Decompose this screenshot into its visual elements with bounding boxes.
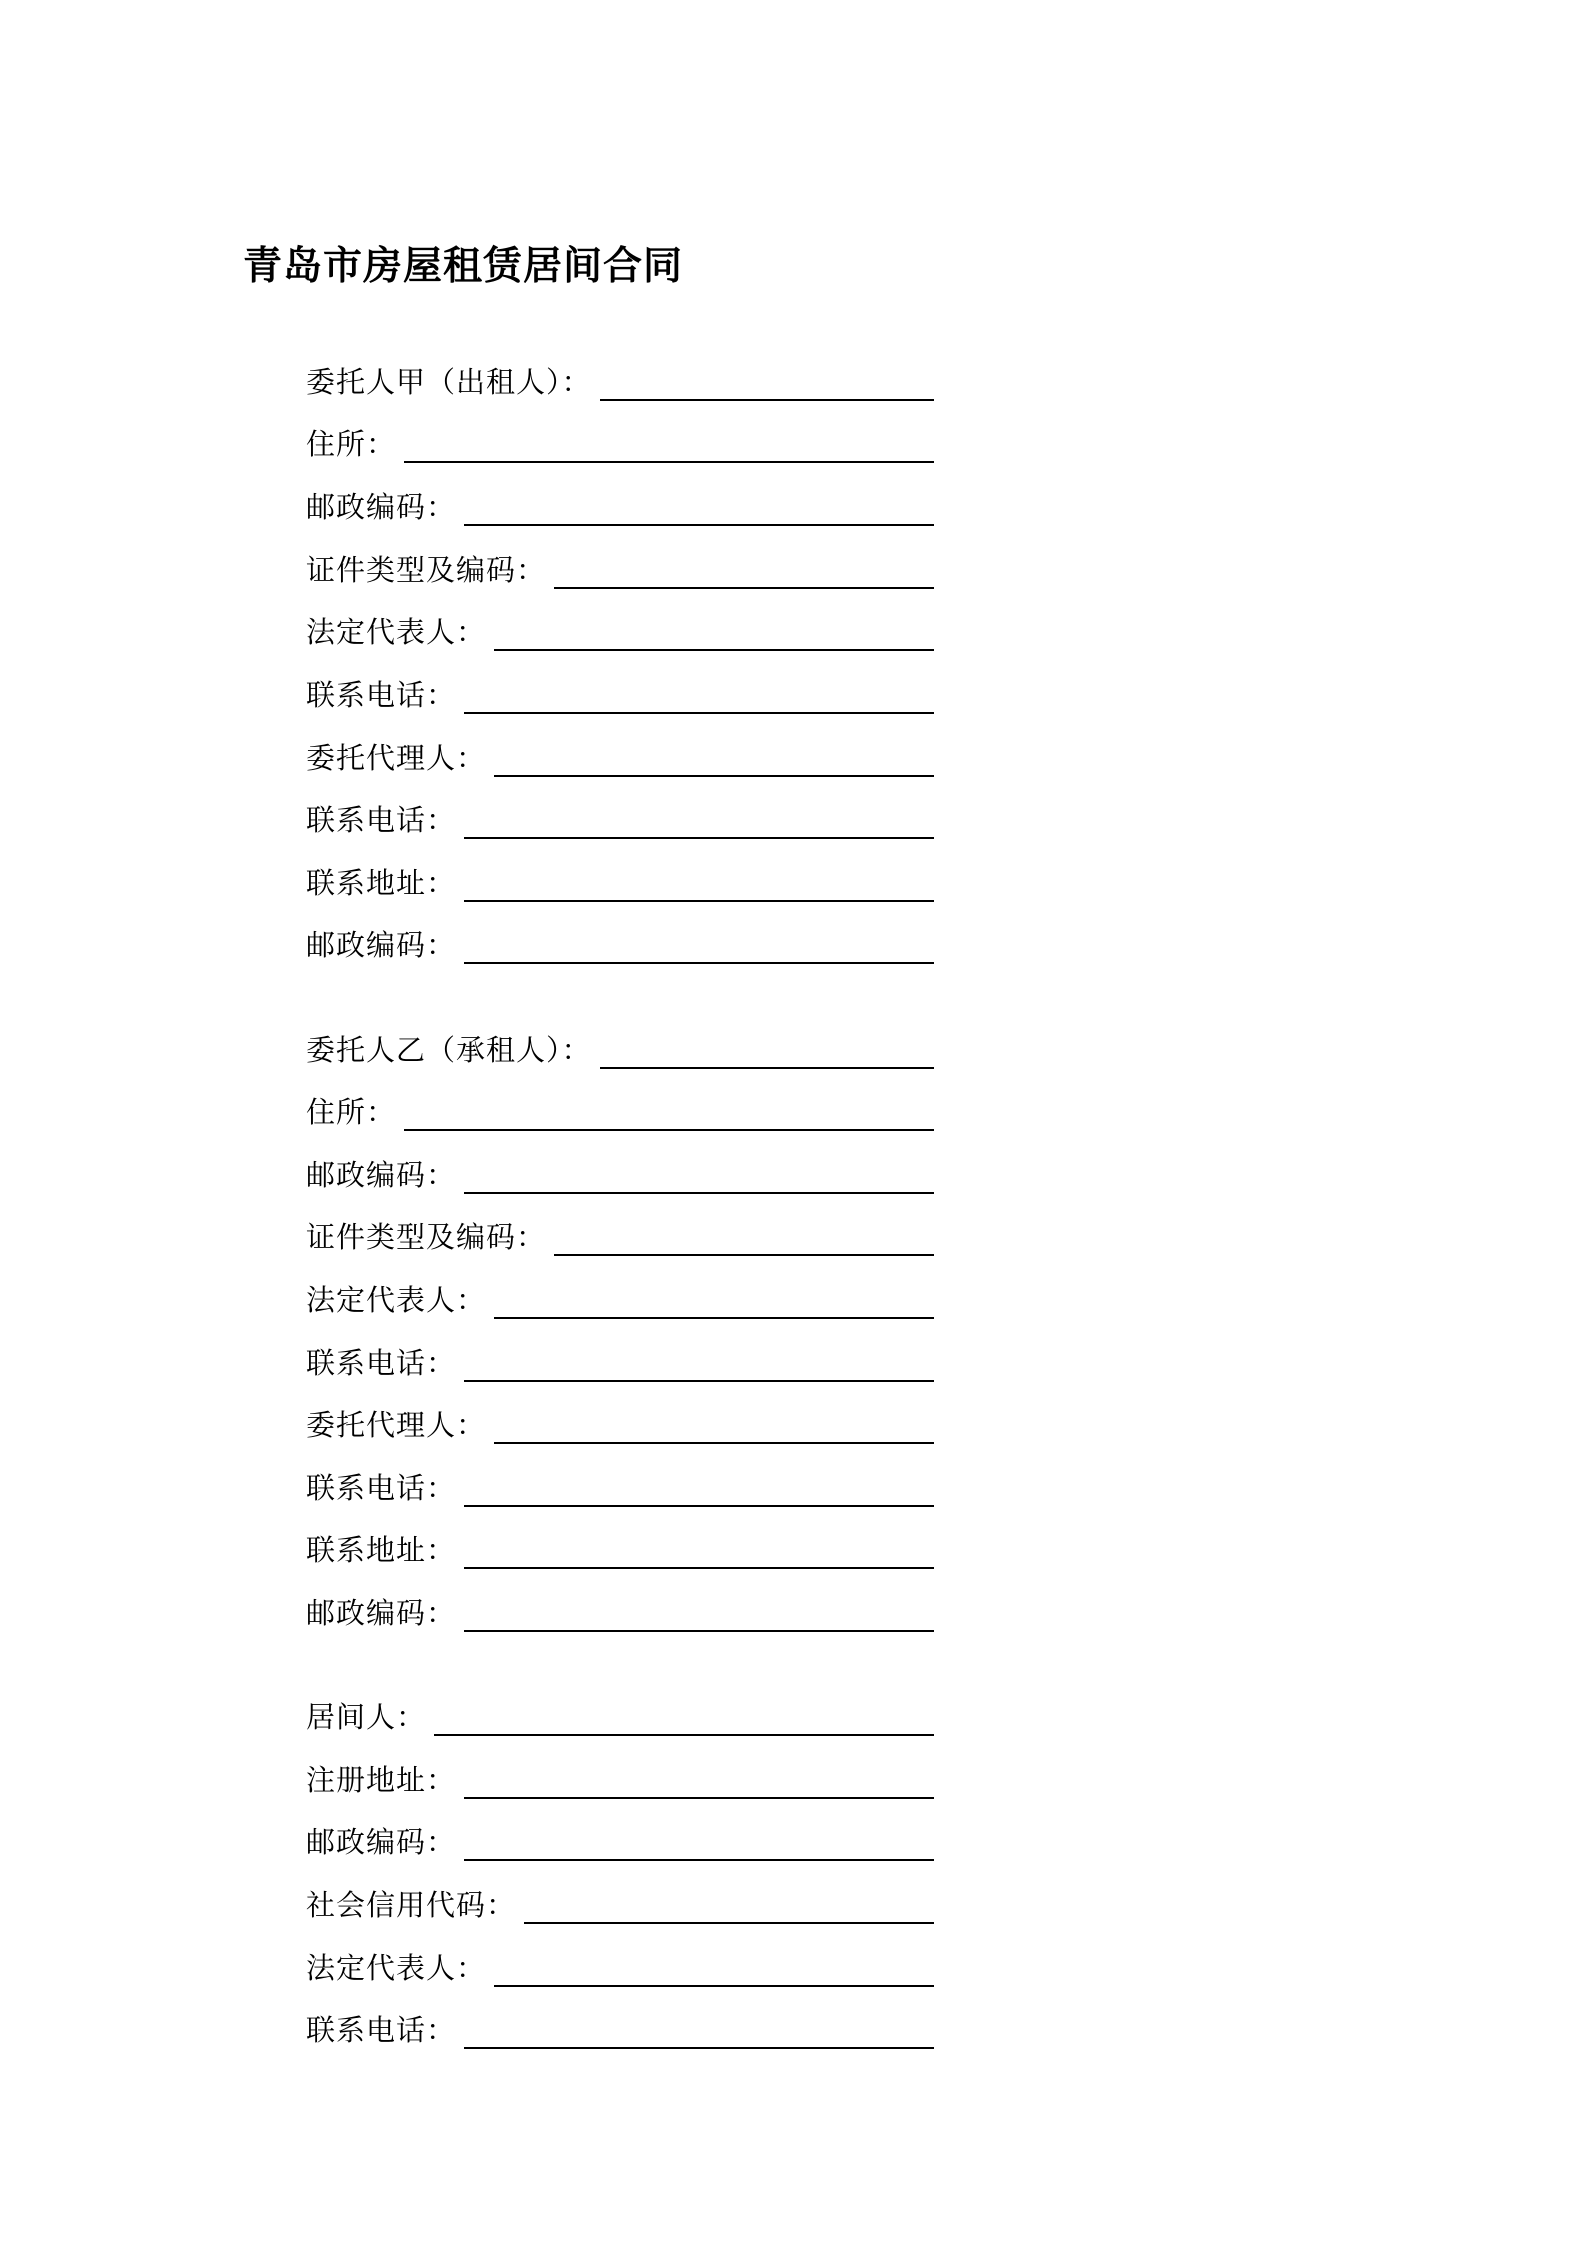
- field-label: 联系电话：: [306, 2013, 457, 2047]
- fill-in-line[interactable]: [524, 1922, 934, 1924]
- fill-in-line[interactable]: [600, 399, 934, 401]
- field-label: 联系电话：: [306, 1471, 457, 1505]
- field-label: 证件类型及编码：: [306, 553, 547, 587]
- field-label: 居间人：: [306, 1700, 427, 1734]
- field-label: 法定代表人：: [306, 615, 487, 649]
- field-label: 委托代理人：: [306, 741, 487, 775]
- field-label: 联系电话：: [306, 678, 457, 712]
- fill-in-line[interactable]: [600, 1067, 934, 1069]
- fill-in-line[interactable]: [464, 900, 934, 902]
- fill-in-line[interactable]: [464, 1192, 934, 1194]
- fill-in-line[interactable]: [434, 1734, 934, 1736]
- party-a-phone-field[interactable]: [306, 675, 934, 715]
- party-b-id-type-number-field[interactable]: [306, 1217, 934, 1257]
- party-b-legal-representative-field[interactable]: [306, 1280, 934, 1320]
- fill-in-line[interactable]: [494, 1317, 934, 1319]
- intermediary-phone-field[interactable]: [306, 2010, 934, 2050]
- fill-in-line[interactable]: [464, 712, 934, 714]
- party-a-agent-field[interactable]: [306, 738, 934, 778]
- field-label: 法定代表人：: [306, 1951, 487, 1985]
- party-b-agent-field[interactable]: [306, 1405, 934, 1445]
- field-label: 住所：: [306, 427, 397, 461]
- party-b-agent-phone-field[interactable]: [306, 1468, 934, 1508]
- document-title: 青岛市房屋租赁居间合同: [243, 244, 684, 289]
- party-a-agent-phone-field[interactable]: [306, 800, 934, 840]
- party-a-legal-representative-field[interactable]: [306, 612, 934, 652]
- field-label: 联系电话：: [306, 803, 457, 837]
- field-label: 邮政编码：: [306, 490, 457, 524]
- party-b-lessee-field[interactable]: [306, 1030, 934, 1070]
- party-a-contact-postcode-field[interactable]: [306, 925, 934, 965]
- fill-in-line[interactable]: [494, 1985, 934, 1987]
- fill-in-line[interactable]: [464, 524, 934, 526]
- fill-in-line[interactable]: [464, 1567, 934, 1569]
- party-a-contact-address-field[interactable]: [306, 863, 934, 903]
- field-label: 邮政编码：: [306, 1158, 457, 1192]
- party-a-id-type-number-field[interactable]: [306, 550, 934, 590]
- fill-in-line[interactable]: [464, 1630, 934, 1632]
- party-a-postcode-field[interactable]: [306, 487, 934, 527]
- fill-in-line[interactable]: [404, 461, 934, 463]
- party-a-address-field[interactable]: [306, 424, 934, 464]
- fill-in-line[interactable]: [404, 1129, 934, 1131]
- fill-in-line[interactable]: [554, 587, 934, 589]
- fill-in-line[interactable]: [464, 1859, 934, 1861]
- party-b-address-field[interactable]: [306, 1092, 934, 1132]
- fill-in-line[interactable]: [494, 1442, 934, 1444]
- intermediary-registered-address-field[interactable]: [306, 1760, 934, 1800]
- field-label: 委托人甲（出租人）：: [306, 365, 592, 399]
- field-label: 法定代表人：: [306, 1283, 487, 1317]
- fill-in-line[interactable]: [554, 1254, 934, 1256]
- fill-in-line[interactable]: [464, 2047, 934, 2049]
- fill-in-line[interactable]: [494, 775, 934, 777]
- intermediary-name-field[interactable]: [306, 1697, 934, 1737]
- intermediary-legal-representative-field[interactable]: [306, 1948, 934, 1988]
- intermediary-postcode-field[interactable]: [306, 1822, 934, 1862]
- party-a-lessor-field[interactable]: [306, 362, 934, 402]
- field-label: 注册地址：: [306, 1763, 457, 1797]
- field-label: 证件类型及编码：: [306, 1220, 547, 1254]
- fill-in-line[interactable]: [464, 837, 934, 839]
- field-label: 委托代理人：: [306, 1408, 487, 1442]
- field-label: 联系地址：: [306, 1533, 457, 1567]
- field-label: 住所：: [306, 1095, 397, 1129]
- party-b-phone-field[interactable]: [306, 1343, 934, 1383]
- fill-in-line[interactable]: [464, 1505, 934, 1507]
- field-label: 邮政编码：: [306, 1825, 457, 1859]
- field-label: 联系地址：: [306, 866, 457, 900]
- field-label: 社会信用代码：: [306, 1888, 517, 1922]
- field-label: 邮政编码：: [306, 1596, 457, 1630]
- fill-in-line[interactable]: [464, 1380, 934, 1382]
- intermediary-credit-code-field[interactable]: [306, 1885, 934, 1925]
- party-b-contact-address-field[interactable]: [306, 1530, 934, 1570]
- field-label: 邮政编码：: [306, 928, 457, 962]
- fill-in-line[interactable]: [494, 649, 934, 651]
- field-label: 委托人乙（承租人）：: [306, 1033, 592, 1067]
- fill-in-line[interactable]: [464, 1797, 934, 1799]
- party-b-contact-postcode-field[interactable]: [306, 1593, 934, 1633]
- party-b-postcode-field[interactable]: [306, 1155, 934, 1195]
- fill-in-line[interactable]: [464, 962, 934, 964]
- field-label: 联系电话：: [306, 1346, 457, 1380]
